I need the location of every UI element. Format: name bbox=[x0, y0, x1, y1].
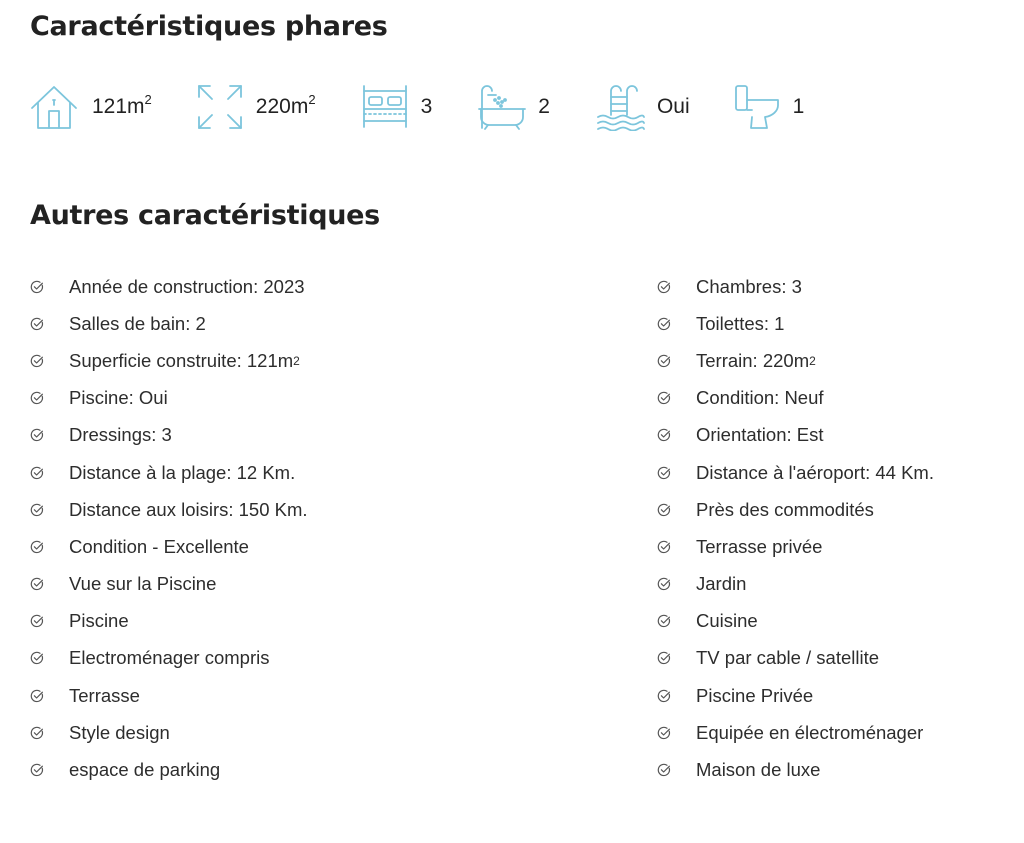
features-list-left bbox=[30, 268, 308, 789]
feature-list-label: Terrasse privée bbox=[696, 535, 823, 557]
feature-plot-area bbox=[196, 83, 316, 131]
check-circle-icon bbox=[30, 280, 44, 294]
feature-list-item: Superficie construite: 121m 2 bbox=[30, 342, 308, 379]
feature-list-item bbox=[657, 491, 934, 528]
feature-list-label: Toilettes: 1 bbox=[696, 312, 785, 334]
feature-list-label: Piscine bbox=[69, 610, 129, 632]
feature-list-item bbox=[657, 751, 934, 788]
feature-list-label: Chambres: 3 bbox=[696, 275, 802, 297]
feature-bathrooms bbox=[478, 83, 550, 131]
check-circle-icon bbox=[657, 391, 671, 405]
feature-list-item bbox=[30, 268, 308, 305]
feature-list-item bbox=[30, 566, 308, 603]
feature-list-item bbox=[30, 491, 308, 528]
check-circle-icon bbox=[30, 466, 44, 480]
feature-list-item bbox=[657, 417, 934, 454]
feature-bedrooms bbox=[361, 83, 433, 131]
pool-value: Oui bbox=[656, 95, 690, 118]
feature-list-item bbox=[30, 714, 308, 751]
check-circle-icon bbox=[30, 503, 44, 517]
feature-list-item bbox=[657, 380, 934, 417]
feature-list-item bbox=[657, 268, 934, 305]
feature-list-label: espace de parking bbox=[69, 759, 221, 781]
feature-list-item bbox=[657, 714, 934, 751]
feature-list-label: Maison de luxe bbox=[696, 759, 821, 781]
feature-list-item bbox=[30, 751, 308, 788]
check-circle-icon bbox=[30, 689, 44, 703]
check-circle-icon bbox=[30, 391, 44, 405]
feature-list-label: Cuisine bbox=[696, 610, 758, 632]
feature-list-item bbox=[657, 454, 934, 491]
feature-list-item: Terrain: 220m 2 bbox=[657, 342, 934, 379]
feature-list-item bbox=[657, 677, 934, 714]
feature-list-label: Terrasse bbox=[69, 684, 140, 706]
feature-list-label: Condition - Excellente bbox=[69, 535, 249, 557]
feature-list-label: Equipée en électroménager bbox=[696, 721, 924, 743]
feature-list-label: Près des commodités bbox=[696, 498, 874, 520]
feature-pool bbox=[597, 83, 690, 131]
feature-list-label: Distance aux loisirs: 150 Km. bbox=[69, 498, 308, 520]
pool-ladder-icon bbox=[597, 83, 645, 131]
check-circle-icon bbox=[657, 651, 671, 665]
check-circle-icon bbox=[30, 428, 44, 442]
feature-list-label: Piscine Privée bbox=[696, 684, 814, 706]
check-circle-icon bbox=[657, 280, 671, 294]
feature-list-item bbox=[30, 305, 308, 342]
bathtub-icon bbox=[478, 83, 526, 131]
check-circle-icon bbox=[657, 317, 671, 331]
feature-list-label: Année de construction: 2023 bbox=[69, 275, 305, 297]
feature-list-item bbox=[30, 603, 308, 640]
feature-list-item bbox=[30, 417, 308, 454]
feature-list-item bbox=[30, 380, 308, 417]
key-features-row bbox=[30, 82, 804, 132]
feature-built-area bbox=[30, 83, 152, 131]
check-circle-icon bbox=[30, 540, 44, 554]
check-circle-icon bbox=[30, 726, 44, 740]
check-circle-icon bbox=[30, 577, 44, 591]
feature-list-item bbox=[30, 454, 308, 491]
bedrooms-value: 3 bbox=[420, 95, 433, 118]
feature-toilets bbox=[733, 83, 805, 131]
check-circle-icon bbox=[657, 763, 671, 777]
check-circle-icon bbox=[657, 354, 671, 368]
features-list-right bbox=[657, 268, 934, 789]
feature-list-item bbox=[657, 305, 934, 342]
feature-list-label: Style design bbox=[69, 721, 170, 743]
feature-list-label: Orientation: Est bbox=[696, 424, 824, 446]
feature-list-label: Salles de bain: 2 bbox=[69, 312, 206, 334]
toilet-icon bbox=[733, 83, 781, 131]
feature-list-label: Superficie construite: 121m bbox=[69, 349, 294, 371]
check-circle-icon bbox=[30, 317, 44, 331]
built-area-value: $121m^2$ bbox=[92, 92, 152, 118]
key-features-title: Caractéristiques phares bbox=[30, 11, 388, 42]
feature-list-item bbox=[30, 528, 308, 565]
feature-list-label: Jardin bbox=[696, 573, 747, 595]
feature-list-label: TV par cable / satellite bbox=[696, 647, 880, 669]
check-circle-icon bbox=[657, 577, 671, 591]
feature-list-label: Piscine: Oui bbox=[69, 387, 168, 409]
other-features-title: Autres caractéristiques bbox=[30, 200, 380, 231]
check-circle-icon bbox=[657, 614, 671, 628]
bathrooms-value: 2 bbox=[538, 95, 550, 118]
feature-list-label: Dressings: 3 bbox=[69, 424, 172, 446]
feature-list-label: Electroménager compris bbox=[69, 647, 270, 669]
feature-list-label: Vue sur la Piscine bbox=[69, 573, 217, 595]
bed-icon bbox=[361, 83, 409, 131]
check-circle-icon bbox=[657, 428, 671, 442]
feature-list-item bbox=[657, 603, 934, 640]
check-circle-icon bbox=[657, 466, 671, 480]
feature-list-label: Distance à l'aéroport: 44 Km. bbox=[696, 461, 934, 483]
toilets-value: 1 bbox=[792, 95, 805, 118]
check-circle-icon bbox=[657, 503, 671, 517]
expand-arrows-icon bbox=[196, 83, 244, 131]
feature-list-item bbox=[657, 566, 934, 603]
feature-list-item bbox=[657, 640, 934, 677]
check-circle-icon bbox=[657, 540, 671, 554]
check-circle-icon bbox=[30, 614, 44, 628]
check-circle-icon bbox=[30, 763, 44, 777]
feature-list-item bbox=[30, 677, 308, 714]
check-circle-icon bbox=[30, 651, 44, 665]
check-circle-icon bbox=[657, 689, 671, 703]
feature-list-label: Condition: Neuf bbox=[696, 387, 824, 409]
feature-list-item bbox=[30, 640, 308, 677]
check-circle-icon bbox=[657, 726, 671, 740]
plot-area-value: $220m^2$ bbox=[255, 92, 316, 118]
feature-list-item bbox=[657, 528, 934, 565]
feature-list-label: Terrain: 220m bbox=[696, 349, 810, 371]
check-circle-icon bbox=[30, 354, 44, 368]
house-icon bbox=[30, 83, 78, 131]
feature-list-label: Distance à la plage: 12 Km. bbox=[69, 461, 296, 483]
